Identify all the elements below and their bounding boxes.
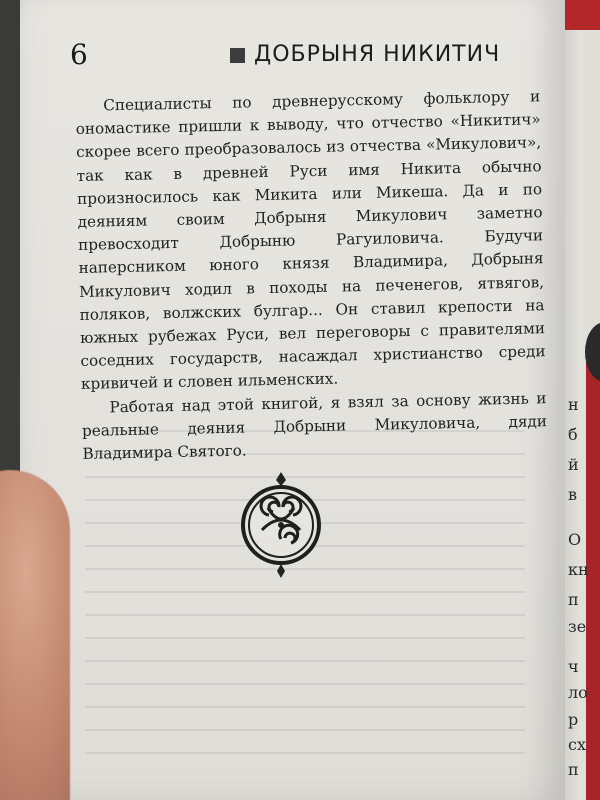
chapter-title: ДОБРЫНЯ НИКИТИЧ (254, 42, 501, 67)
right-page-fragment: п (568, 760, 579, 779)
thumb (0, 470, 70, 800)
header-square-icon (230, 48, 245, 63)
right-page-fragment: в (568, 485, 578, 504)
right-page-fragment: п (568, 590, 579, 609)
right-page-fragment: О (568, 530, 582, 549)
right-page-fragment: кн (568, 560, 589, 579)
paragraph: Специалисты по древнерусскому фольклору и ономастике пришли к выводу, что отчество «Никитич» скорее всего преобразовалось из отчества «Микулович», так как в древней Руси имя Никита обычно произносилось как Микита или Микеша. Да и по деяниям своим Добрыня Микулович заметно превосходит Добрыню Рагуиловича. Будучи наперсником юного князя Владимира, Добрыня Микулович ходил в походы на печенегов, ятвягов, поляков, волжских булгар... Он ставил крепости на южных рубежах Руси, вел переговоры с правителями соседних государств, насаждал христианство среди кривичей и словен ильменских. (75, 87, 546, 394)
body-text (75, 85, 548, 466)
right-page-fragment: сх (568, 735, 586, 754)
cover-edge-right (586, 360, 600, 800)
right-page-fragment: й (568, 455, 579, 474)
paragraph: Работая над этой книгой, я взял за основу жизнь и реальные деяния Добрыни Микуловича, дяди Владимира Святого. (81, 388, 548, 463)
right-page-fragment: зе (568, 617, 587, 636)
right-page-fragment: ло (568, 683, 588, 702)
running-header (70, 38, 540, 78)
right-page-fragment: р (568, 710, 579, 729)
right-page-fragment: н (568, 395, 579, 414)
celtic-ornament-icon (240, 470, 322, 580)
right-page-fragment: б (568, 425, 578, 444)
right-page-fragment: ч (568, 657, 579, 676)
page-number: 6 (70, 38, 88, 71)
